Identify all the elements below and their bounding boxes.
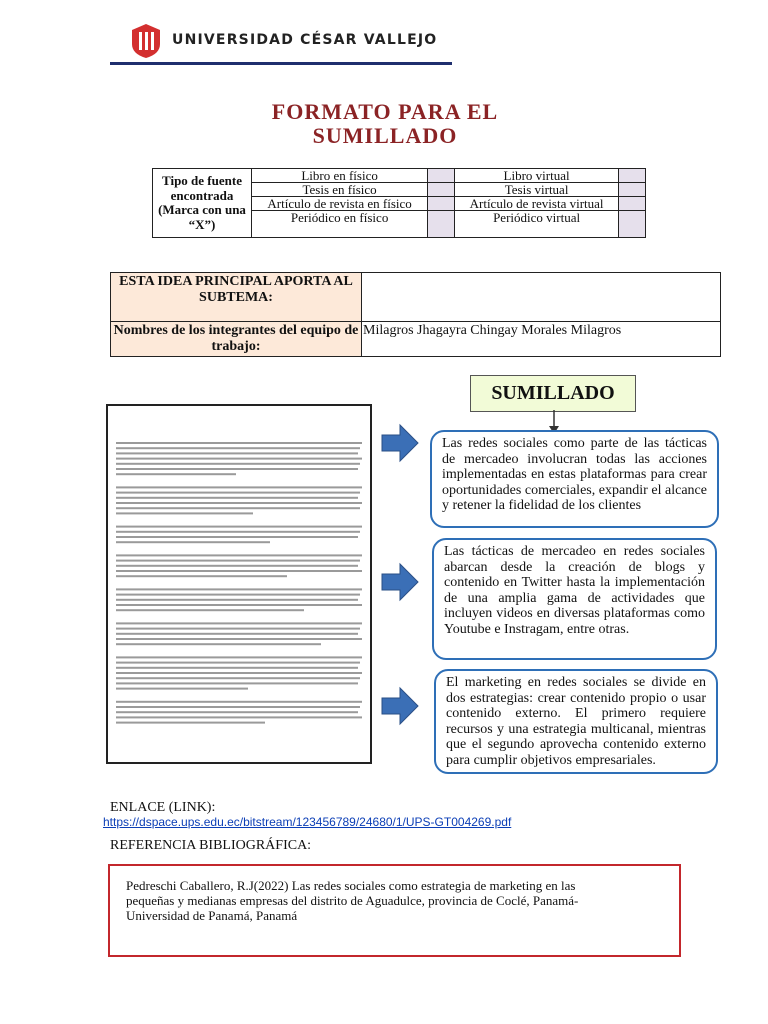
thumbnail-text-line <box>116 560 360 562</box>
thumbnail-text-line <box>116 497 358 499</box>
checkbox-virtual-book[interactable] <box>619 169 646 183</box>
thumbnail-text-line <box>116 486 362 488</box>
thumbnail-text-line <box>116 701 362 703</box>
thumbnail-text-line <box>116 565 358 567</box>
thumbnail-text-line <box>116 570 362 572</box>
thumbnail-text-line <box>116 722 265 724</box>
thumbnail-text-line <box>116 716 362 718</box>
thumbnail-text-line <box>116 526 362 528</box>
thumbnail-text-line <box>116 711 358 713</box>
source-virtual-newspaper: Periódico virtual <box>455 211 619 238</box>
thumbnail-text-line <box>116 643 321 645</box>
thumbnail-text-line <box>116 468 358 470</box>
source-type-table <box>152 168 646 238</box>
summary-point-3: El marketing en redes sociales se divide en dos estrategias: crear contenido propio o usar contenido externo. El primero requiere recursos y una estrategia multicanal, mientras que el segundo aprovecha contenido externo para cumplir objetivos empresariales. <box>434 669 718 774</box>
thumbnail-text-line <box>116 638 362 640</box>
thumbnail-text-line <box>116 622 362 624</box>
right-arrow-icon <box>380 686 420 726</box>
summary-point-1: Las redes sociales como parte de las tácticas de mercadeo involucran todas las acciones implementadas en estas plataformas para crear oportunidades comerciales, expandir el alcance y retener la fidelidad de los clientes <box>430 430 719 528</box>
idea-label: ESTA IDEA PRINCIPAL APORTA AL SUBTEMA: <box>111 273 362 322</box>
right-arrow-icon <box>380 562 420 602</box>
university-name: UNIVERSIDAD CÉSAR VALLEJO <box>172 32 438 48</box>
thumbnail-text-line <box>116 633 358 635</box>
reference-label: REFERENCIA BIBLIOGRÁFICA: <box>110 838 312 853</box>
right-arrow-icon <box>380 423 420 463</box>
document-title: FORMATO PARA EL SUMILLADO <box>271 99 499 148</box>
thumbnail-text-line <box>116 541 270 543</box>
thumbnail-text-line <box>116 502 362 504</box>
thumbnail-text-line <box>116 458 362 460</box>
source-physical-newspaper: Periódico en físico <box>252 211 428 238</box>
checkbox-virtual-thesis[interactable] <box>619 183 646 197</box>
thumbnail-text-line <box>116 604 362 606</box>
thumbnail-text-line <box>116 536 358 538</box>
thumbnail-text-line <box>116 667 358 669</box>
checkbox-physical-newspaper[interactable] <box>428 211 455 238</box>
thumbnail-text-line <box>116 452 358 454</box>
thumbnail-text-line <box>116 507 360 509</box>
source-physical-article: Artículo de revista en físico <box>252 197 428 211</box>
source-physical-thesis: Tesis en físico <box>252 183 428 197</box>
thumbnail-text-line <box>116 594 360 596</box>
thumbnail-text-line <box>116 492 360 494</box>
summary-point-2: Las tácticas de mercadeo en redes sociales abarcan desde la creación de blogs y contenido en Twitter hasta la implementación de una amplia gama de actividades que incluyen videos en diversas plataformas como Youtube e Instragam, entre otras. <box>432 538 717 660</box>
thumbnail-text-line <box>116 588 362 590</box>
checkbox-physical-book[interactable] <box>428 169 455 183</box>
members-label: Nombres de los integrantes del equipo de trabajo: <box>111 322 362 357</box>
link-label: ENLACE (LINK): <box>110 800 216 815</box>
thumbnail-text-line <box>116 682 358 684</box>
thumbnail-text-line <box>116 599 358 601</box>
thumbnail-text-line <box>116 531 360 533</box>
thumbnail-text-line <box>116 442 362 444</box>
source-virtual-thesis: Tesis virtual <box>455 183 619 197</box>
checkbox-virtual-newspaper[interactable] <box>619 211 646 238</box>
sumillado-heading: SUMILLADO <box>470 375 636 412</box>
thumbnail-text-line <box>116 662 360 664</box>
thumbnail-text-line <box>116 473 236 475</box>
source-virtual-book: Libro virtual <box>455 169 619 183</box>
source-document-thumbnail <box>106 404 372 764</box>
checkbox-physical-thesis[interactable] <box>428 183 455 197</box>
thumbnail-text-line <box>116 677 360 679</box>
thumbnail-text-line <box>116 656 362 658</box>
source-type-label: Tipo de fuente encontrada (Marca con una “X”) <box>153 169 252 238</box>
thumbnail-text-line <box>116 575 287 577</box>
thumbnail-text-line <box>116 463 360 465</box>
thumbnail-text-line <box>116 447 360 449</box>
thumbnail-text-line <box>116 609 304 611</box>
checkbox-physical-article[interactable] <box>428 197 455 211</box>
members-value[interactable]: Milagros Jhagayra Chingay Morales Milagros <box>362 322 721 357</box>
thumbnail-text-line <box>116 706 360 708</box>
thumbnail-text-line <box>116 512 253 514</box>
idea-table <box>110 272 721 357</box>
source-virtual-article: Artículo de revista virtual <box>455 197 619 211</box>
university-logo <box>130 24 162 58</box>
thumbnail-text-line <box>116 672 362 674</box>
source-physical-book: Libro en físico <box>252 169 428 183</box>
source-link[interactable]: https://dspace.ups.edu.ec/bitstream/123456789/24680/1/UPS-GT004269.pdf <box>103 815 512 829</box>
thumbnail-text-line <box>116 628 360 630</box>
reference-text: Pedreschi Caballero, R.J(2022) Las redes sociales como estrategia de marketing en las pequeñas y medianas empresas del distrito de Aguadulce, provincia de Coclé, Panamá-Universidad de Panamá, Panamá <box>126 878 579 923</box>
thumbnail-text-line <box>116 554 362 556</box>
header-divider <box>110 62 452 65</box>
idea-value[interactable] <box>362 273 721 322</box>
checkbox-virtual-article[interactable] <box>619 197 646 211</box>
thumbnail-text-line <box>116 688 248 690</box>
